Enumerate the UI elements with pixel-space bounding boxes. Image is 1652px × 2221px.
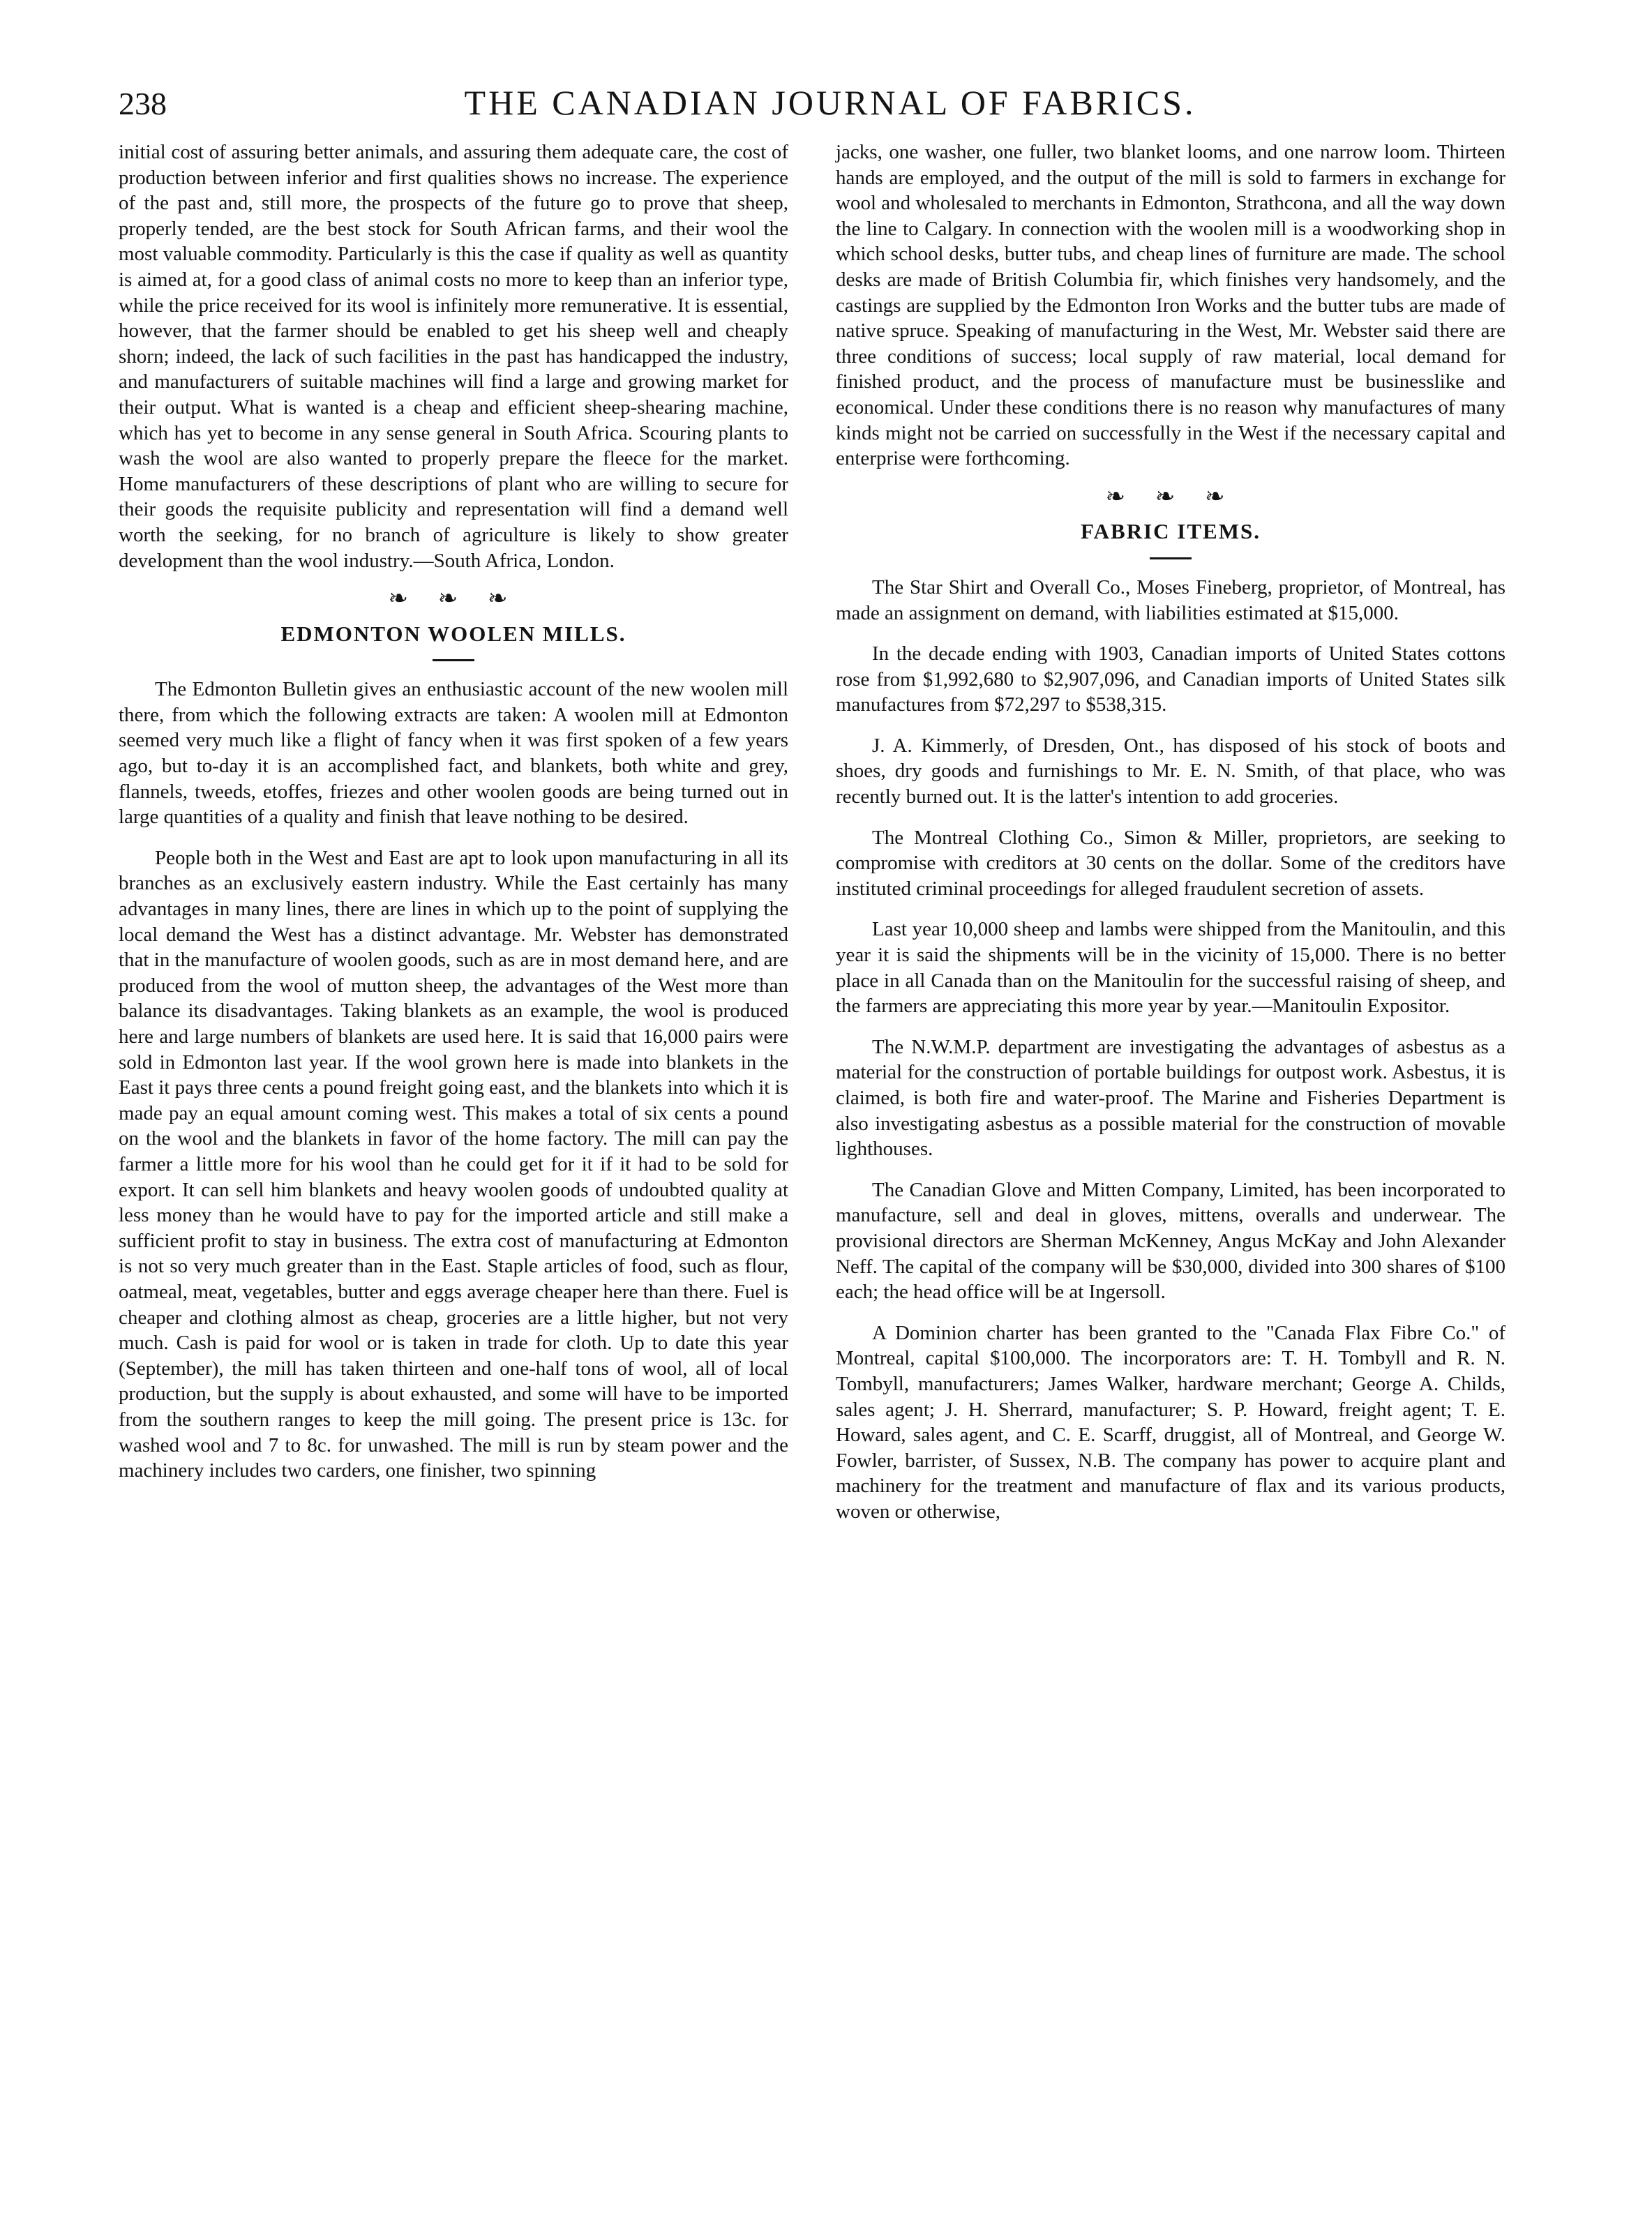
title-rule xyxy=(1150,557,1192,559)
news-item: A Dominion charter has been granted to the "Canada Flax Fibre Co." of Montreal, capital $100,000. The incorporators are: T. H. Tombyll and R. N. Tombyll, manufacturers; James Walker, hardware merchant; George A. Childs, sales agent; J. H. Sherrard, manufacturer; S. P. Howard, freight agent; T. E. Howard, sales agent, and C. E. Scarff, druggist, all of Montreal, and George W. Fowler, barrister, of Sussex, N.B. The company has power to acquire plant and machinery for the treatment and manufacture of flax and its various products, woven or otherwise, xyxy=(836,1321,1505,1523)
page-header xyxy=(119,82,1542,131)
news-item: J. A. Kimmerly, of Dresden, Ont., has disposed of his stock of boots and shoes, dry goods and furnishings to Mr. E. N. Smith, of that place, who was recently burned out. It is the latter's intention to add groceries. xyxy=(836,734,1505,808)
right-column xyxy=(836,140,1505,1525)
continued-paragraph: jacks, one washer, one fuller, two blanket looms, and one narrow loom. Thirteen hands are employed, and the output of the mill is sold to farmers in exchange for wool and wholesaled to merchants in Edmonton, Strathcona, and all the way down the line to Calgary. In connection with the woolen mill is a woodworking shop in which school desks, butter tubs, and cheap lines of furniture are made. The school desks are made of British Columbia fir, which finishes very handsomely, and the castings are supplied by the Edmonton Iron Works and the butter tubs are made of native spruce. Speaking of manufacturing in the West, Mr. Webster said there are three conditions of success; local supply of raw material, local demand for finished product, and the process of manufacture must be businesslike and economical. Under these conditions there is no reason why manufactures of many kinds might not be carried on successfully in the West if the necessary capital and enterprise were forthcoming. xyxy=(836,141,1506,470)
news-item: The Canadian Glove and Mitten Company, Limited, has been incorporated to manufacture, sell and deal in gloves, mittens, overalls and underwear. The provisional directors are Sherman McKenney, Angus McKay and John Alexander Neff. The capital of the company will be $30,000, divided into 300 shares of $100 each; the head office will be at Ingersoll. xyxy=(836,1178,1505,1304)
left-column xyxy=(119,140,788,1484)
article-paragraph: People both in the West and East are apt to look upon manufacturing in all its branches as an exclusively eastern industry. While the East certainly has many advantages in many lines, there are lines in which up to the point of supplying the local demand the West has a distinct advantage. Mr. Webster has demonstrated that in the manufacture of woolen goods, such as are in most demand here, and are produced from the wool of mutton sheep, the advantages of the West more than balance its disadvantages. Taking blankets as an example, the wool is produced here and large numbers of blankets are used here. It is said that 16,000 pairs were sold in Edmonton last year. If the wool grown here is made into blankets in the East it pays three cents a pound freight going east, and the blankets into which it is made pay an equal amount coming west. This makes a total of six cents a pound on the wool and the blankets in favor of the home factory. The mill can pay the farmer a little more for his wool than he could get for it if it had to be sold for export. It can sell him blankets and heavy woolen goods of undoubted quality at less money than he would have to pay for the imported article and still make a sufficient profit to stay in business. The extra cost of manufacturing at Edmonton is not so very much greater than in the East. Staple articles of food, such as flour, oatmeal, meat, vegetables, butter and eggs average cheaper here than there. Fuel is cheaper and clothing almost as cheap, groceries are a little higher, but not very much. Cash is paid for wool or is taken in trade for cloth. Up to date this year (September), the mill has taken thirteen and one-half tons of wool, all of local production, but the supply is about exhausted, and some will have to be imported from the southern ranges to keep the mill going. The present price is 13c. for washed wool and 7 to 8c. for unwashed. The mill is run by steam power and the machinery includes two carders, one finisher, two spinning xyxy=(119,846,788,1482)
page-number: 238 xyxy=(119,86,167,121)
news-item: The Star Shirt and Overall Co., Moses Fineberg, proprietor, of Montreal, has made an assignment on demand, with liabilities estimated at $15,000. xyxy=(836,575,1505,624)
section-title-edmonton: EDMONTON WOOLEN MILLS. xyxy=(280,621,626,646)
news-item: The N.W.M.P. department are investigating the advantages of asbestus as a material for the construction of portable buildings for outpost work. Asbestus, it is claimed, is both fire and water-proof. The Marine and Fisheries Department is also investigating asbestus as a possible material for the construction of movable lighthouses. xyxy=(836,1035,1505,1161)
section-ornament: ❧ ❧ ❧ xyxy=(388,585,519,613)
continued-paragraph: initial cost of assuring better animals, and assuring them adequate care, the cost of production between inferior and first qualities shows no increase. The experience of the past and, still more, the prospects of the future go to prove that sheep, properly tended, are the best stock for South African farms, and their wool the most valuable commodity. Particularly is this the case if quality as well as quantity is aimed at, for a good class of animal costs no more to keep than an inferior type, while the price received for its wool is infinitely more remunerative. It is essential, however, that the farmer should be enabled to get his sheep well and cheaply shorn; indeed, the lack of such facilities in the past has handicapped the industry, and manufacturers of suitable machines will find a large and growing market for their output. What is wanted is a cheap and efficient sheep-shearing machine, which has yet to become in any sense general in South Africa. Scouring plants to wash the wool are also wanted to properly prepare the fleece for the market. Home manufacturers of these descriptions of plant who are willing to secure for their goods the requisite publicity and representation will find a demand well worth the seeking, for no branch of agriculture is likely to show greater development than the wool industry.—South Africa, London. xyxy=(119,141,788,572)
news-item: In the decade ending with 1903, Canadian imports of United States cottons rose from $1,992,680 to $2,907,096, and Canadian imports of United States silk manufactures from $72,297 to $538,315. xyxy=(836,642,1505,716)
journal-title: THE CANADIAN JOURNAL OF FABRICS. xyxy=(464,83,1196,122)
title-rule xyxy=(433,659,474,661)
section-title-fabric-items: FABRIC ITEMS. xyxy=(1081,519,1261,544)
article-paragraph: The Edmonton Bulletin gives an enthusiastic account of the new woolen mill there, from which the following extracts are taken: A woolen mill at Edmonton seemed very much like a flight of fancy when it was first spoken of a few years ago, but to-day it is an accomplished fact, and blankets, both white and grey, flannels, tweeds, etoffes, friezes and other woolen goods are being turned out in large quantities of a quality and finish that leave nothing to be desired. xyxy=(119,678,788,829)
section-ornament: ❧ ❧ ❧ xyxy=(1105,482,1236,511)
news-item: Last year 10,000 sheep and lambs were shipped from the Manitoulin, and this year it is said the shipments will be in the vicinity of 15,000. There is no better place in all Canada than on the Manitoulin for the successful raising of sheep, and the farmers are appreciating this more year by year.—Manitoulin Expositor. xyxy=(836,918,1505,1018)
news-item: The Montreal Clothing Co., Simon & Miller, proprietors, are seeking to compromise with creditors at 30 cents on the dollar. Some of the creditors have instituted criminal proceedings for alleged fraudulent secretion of assets. xyxy=(836,826,1505,900)
